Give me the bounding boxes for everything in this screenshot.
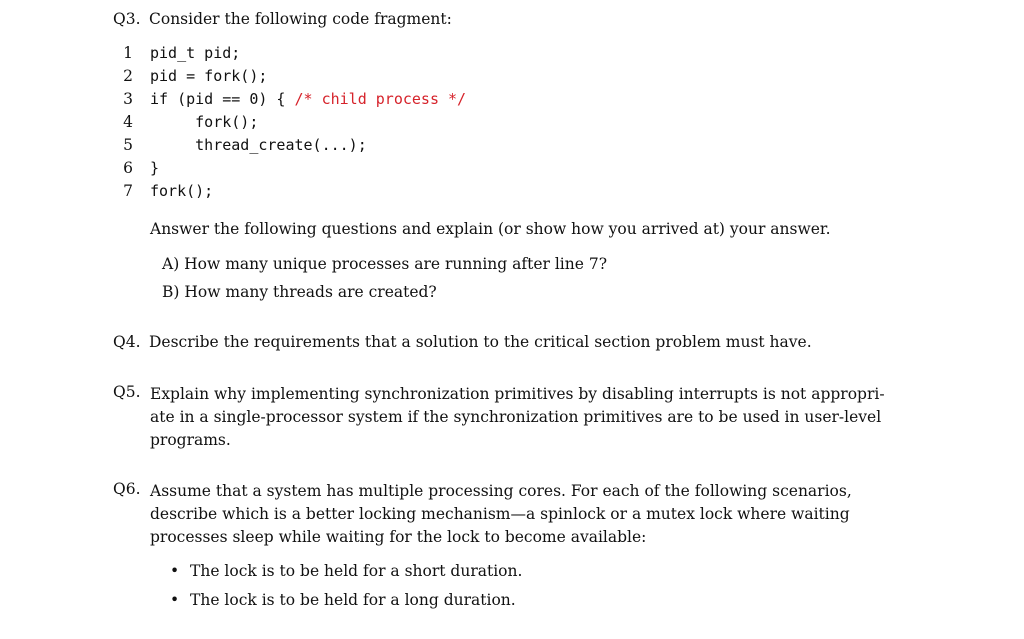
list-item [170, 591, 516, 609]
text-line: programs. [150, 431, 231, 449]
question-5-number: Q5. [113, 383, 141, 401]
bullet-icon: • [170, 591, 180, 609]
question-6-number-wrap [113, 480, 149, 498]
question-3-part-a: A) How many unique processes are running after line 7? [162, 255, 608, 273]
line-number: 4 [123, 113, 133, 131]
question-4 [113, 333, 812, 351]
code-text: if (pid == 0) { [150, 90, 295, 108]
question-6-text [150, 480, 902, 549]
question-3-title: Consider the following code fragment: [149, 10, 452, 28]
code-fragment [119, 42, 466, 203]
code-line [119, 157, 466, 180]
question-5-number-wrap [113, 383, 149, 401]
line-number: 2 [123, 67, 133, 85]
code-line [119, 42, 466, 65]
bullet-text: The lock is to be held for a long duration. [190, 591, 516, 609]
line-number: 6 [123, 159, 133, 177]
text-line: Explain why implementing synchronization primitives by disabling interrupts is not appropri- [150, 385, 885, 403]
line-number: 1 [123, 44, 133, 62]
bullet-icon: • [170, 562, 180, 580]
text-line: describe which is a better locking mechanism—a spinlock or a mutex lock where waiting [150, 505, 850, 523]
question-3-instructions: Answer the following questions and explain (or show how you arrived at) your answer. [150, 220, 831, 238]
question-4-text: Describe the requirements that a solution to the critical section problem must have. [149, 333, 812, 351]
code-text: fork(); [150, 182, 214, 200]
code-text: pid = fork(); [150, 67, 268, 85]
question-5-text [150, 383, 902, 452]
list-item [170, 562, 522, 580]
question-3-heading [113, 10, 452, 28]
question-3-part-b: B) How many threads are created? [162, 283, 437, 301]
question-3-number: Q3. [113, 10, 141, 28]
line-number: 3 [123, 90, 133, 108]
text-line: processes sleep while waiting for the lock to become available: [150, 528, 647, 546]
code-text: fork(); [150, 113, 259, 131]
code-line [119, 88, 466, 111]
code-comment: /* child process */ [294, 90, 467, 108]
line-number: 7 [123, 182, 133, 200]
question-4-number: Q4. [113, 333, 141, 351]
code-text: pid_t pid; [150, 44, 241, 62]
code-line [119, 180, 466, 203]
question-6-number: Q6. [113, 480, 141, 498]
code-text: } [150, 159, 160, 177]
code-line [119, 65, 466, 88]
bullet-text: The lock is to be held for a short duration. [190, 562, 523, 580]
code-text: thread_create(...); [150, 136, 367, 154]
text-line: Assume that a system has multiple processing cores. For each of the following scenarios, [150, 482, 852, 500]
code-line [119, 134, 466, 157]
code-line [119, 111, 466, 134]
line-number: 5 [123, 136, 133, 154]
text-line: ate in a single-processor system if the synchronization primitives are to be used in user-level [150, 408, 882, 426]
